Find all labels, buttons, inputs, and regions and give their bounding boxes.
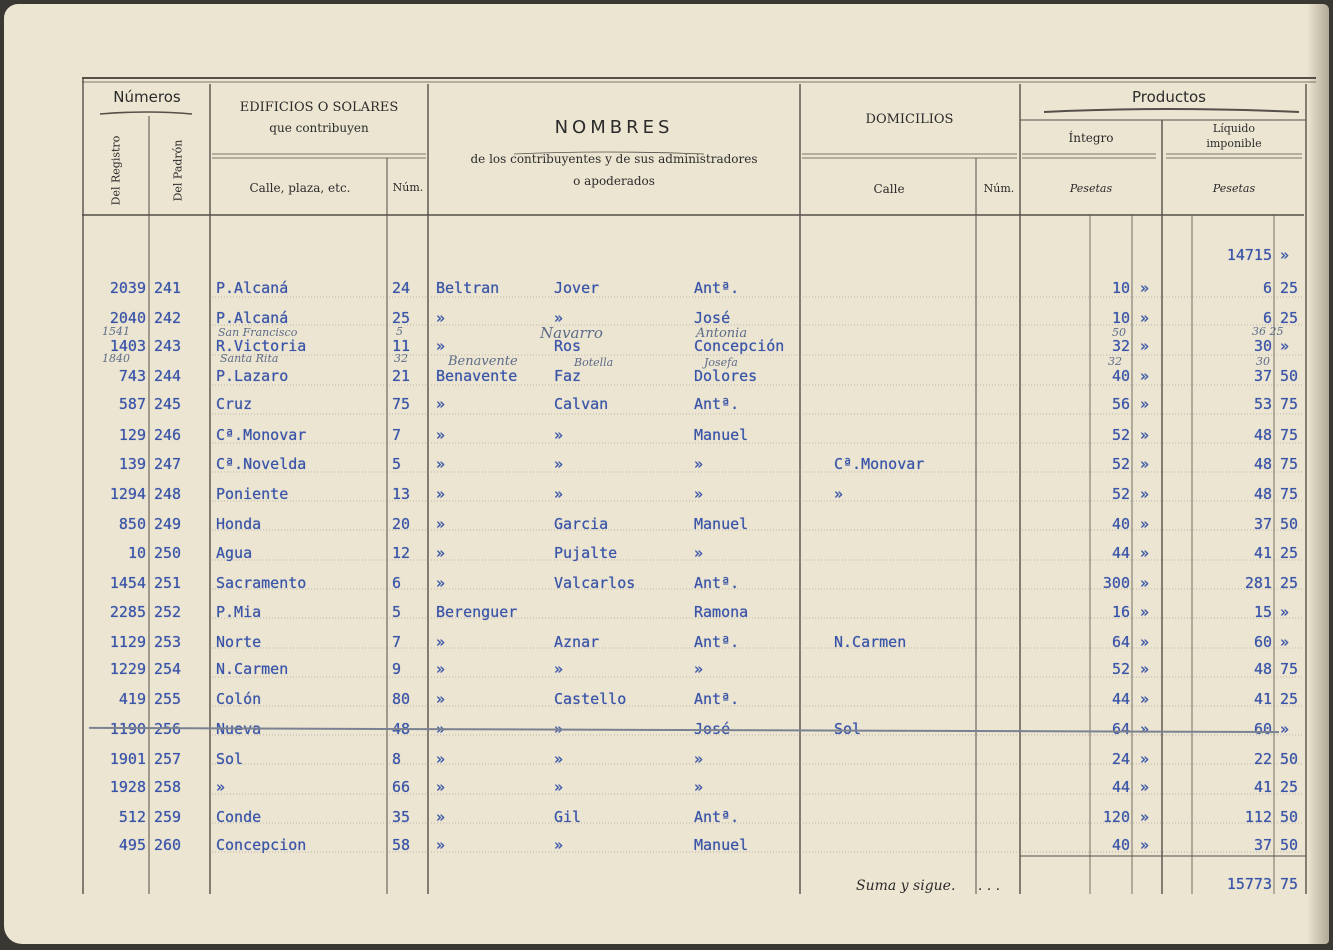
header-del-registro: Del Registro: [109, 135, 123, 206]
integro-pesetas: 44: [1111, 690, 1130, 708]
street-number: 75: [392, 395, 411, 413]
first-surname: »: [436, 395, 446, 413]
ledger-row: [4, 598, 1329, 626]
second-surname: Gil: [554, 808, 582, 826]
first-surname: »: [436, 836, 446, 854]
registro-number: 743: [118, 367, 146, 385]
street-number: 5: [392, 603, 402, 621]
integro-cents: »: [1140, 720, 1150, 738]
street-name: Honda: [216, 515, 262, 533]
first-surname: »: [436, 574, 446, 592]
total-pesetas: 15773: [1226, 875, 1272, 893]
second-surname: »: [554, 660, 564, 678]
registro-number: 2285: [109, 603, 146, 621]
liquido-cents: 25: [1280, 574, 1299, 592]
integro-pesetas: 32: [1111, 337, 1130, 355]
integro-cents: »: [1140, 309, 1150, 327]
padron-number: 246: [154, 426, 182, 444]
first-surname: »: [436, 720, 446, 738]
header-pesetas-integro: Pesetas: [1069, 182, 1113, 195]
integro-cents: »: [1140, 426, 1150, 444]
integro-cents: »: [1140, 395, 1150, 413]
padron-number: 260: [154, 836, 182, 854]
liquido-cents: »: [1280, 633, 1290, 651]
given-name: Dolores: [694, 367, 758, 385]
liquido-cents: »: [1280, 720, 1290, 738]
second-surname: »: [554, 485, 564, 503]
handwritten-note: 32: [1108, 355, 1122, 368]
integro-pesetas: 120: [1102, 808, 1130, 826]
padron-number: 254: [154, 660, 182, 678]
second-surname: »: [554, 309, 564, 327]
liquido-cents: 50: [1280, 367, 1299, 385]
registro-number: 129: [118, 426, 146, 444]
ledger-row: [4, 773, 1329, 801]
total-cents: 75: [1280, 875, 1299, 893]
given-name: Manuel: [694, 836, 749, 854]
integro-pesetas: 44: [1111, 544, 1130, 562]
integro-cents: »: [1140, 660, 1150, 678]
liquido-pesetas: 41: [1253, 690, 1272, 708]
street-number: 13: [392, 485, 411, 503]
header-edificios-sub: que contribuyen: [269, 121, 369, 135]
padron-number: 253: [154, 633, 182, 651]
padron-number: 241: [154, 279, 182, 297]
padron-number: 256: [154, 720, 182, 738]
registro-number: 1403: [109, 337, 146, 355]
street-number: 66: [392, 778, 411, 796]
given-name: Manuel: [694, 515, 749, 533]
handwritten-note: 36 25: [1252, 325, 1284, 338]
street-number: 25: [392, 309, 411, 327]
first-surname: »: [436, 485, 446, 503]
second-surname: »: [554, 750, 564, 768]
ledger-page: [4, 4, 1329, 944]
registro-number: 1294: [109, 485, 146, 503]
first-surname: »: [436, 778, 446, 796]
integro-cents: »: [1140, 485, 1150, 503]
registro-number: 1901: [109, 750, 146, 768]
street-number: 8: [392, 750, 402, 768]
handwritten-note: Benavente: [448, 354, 518, 369]
liquido-cents: 75: [1280, 426, 1299, 444]
street-name: P.Mia: [216, 603, 262, 621]
integro-cents: »: [1140, 515, 1150, 533]
liquido-cents: 25: [1280, 279, 1299, 297]
street-name: P.Alcaná: [216, 279, 289, 297]
padron-number: 244: [154, 367, 182, 385]
handwritten-note: Josefa: [704, 356, 738, 369]
header-nombres: NOMBRES: [554, 117, 674, 138]
liquido-pesetas: 37: [1253, 515, 1272, 533]
integro-cents: »: [1140, 603, 1150, 621]
header-numeros: Números: [113, 88, 181, 106]
liquido-cents: 25: [1280, 778, 1299, 796]
registro-number: 512: [118, 808, 146, 826]
registro-number: 1928: [109, 778, 146, 796]
integro-pesetas: 10: [1111, 279, 1130, 297]
given-name: Antª.: [694, 633, 740, 651]
first-surname: »: [436, 426, 446, 444]
given-name: »: [694, 544, 704, 562]
header-calle-plaza: Calle, plaza, etc.: [249, 181, 351, 195]
liquido-pesetas: 41: [1253, 778, 1272, 796]
integro-cents: »: [1140, 690, 1150, 708]
street-number: 21: [392, 367, 411, 385]
liquido-pesetas: 53: [1253, 395, 1272, 413]
suma-y-sigue-label: [856, 878, 1000, 894]
integro-pesetas: 16: [1111, 603, 1130, 621]
ledger-row: [4, 569, 1329, 597]
ledger-row: [4, 655, 1329, 683]
ledger-row: [4, 831, 1329, 859]
first-surname: »: [436, 690, 446, 708]
integro-cents: »: [1140, 337, 1150, 355]
street-name: Nueva: [216, 720, 262, 738]
padron-number: 243: [154, 337, 182, 355]
ledger-row: [4, 715, 1329, 743]
header-edificios: EDIFICIOS O SOLARES: [239, 100, 399, 115]
second-surname: Calvan: [554, 395, 609, 413]
liquido-pesetas: 60: [1253, 720, 1272, 738]
second-surname: Ros: [554, 337, 582, 355]
registro-number: 139: [118, 455, 146, 473]
given-name: Concepción: [694, 337, 785, 355]
header-productos: Productos: [1132, 88, 1206, 106]
given-name: José: [694, 720, 731, 738]
padron-number: 249: [154, 515, 182, 533]
street-number: 9: [392, 660, 402, 678]
domicile-street: Sol: [834, 720, 862, 738]
header-num2: Núm.: [983, 182, 1015, 195]
ledger-row: [4, 539, 1329, 567]
liquido-cents: 50: [1280, 515, 1299, 533]
ledger-row: [4, 685, 1329, 713]
ledger-row: [4, 304, 1329, 332]
liquido-cents: »: [1280, 603, 1290, 621]
integro-cents: »: [1140, 778, 1150, 796]
liquido-pesetas: 37: [1253, 367, 1272, 385]
street-number: 11: [392, 337, 411, 355]
street-number: 7: [392, 426, 402, 444]
liquido-cents: 75: [1280, 485, 1299, 503]
second-surname: »: [554, 778, 564, 796]
street-number: 20: [392, 515, 411, 533]
street-name: Sacramento: [216, 574, 307, 592]
padron-number: 252: [154, 603, 182, 621]
ledger-row: [4, 628, 1329, 656]
header-liquido: Líquido: [1212, 122, 1256, 135]
given-name: Antª.: [694, 574, 740, 592]
handwritten-note: Santa Rita: [220, 352, 279, 365]
registro-number: 1190: [109, 720, 146, 738]
second-surname: »: [554, 836, 564, 854]
header-imponible: imponible: [1206, 137, 1262, 150]
liquido-cents: 75: [1280, 455, 1299, 473]
padron-number: 257: [154, 750, 182, 768]
integro-pesetas: 52: [1111, 660, 1130, 678]
integro-cents: »: [1140, 367, 1150, 385]
liquido-pesetas: 6: [1262, 309, 1272, 327]
first-surname: »: [436, 337, 446, 355]
street-name: Colón: [216, 690, 262, 708]
liquido-cents: 25: [1280, 544, 1299, 562]
integro-cents: »: [1140, 455, 1150, 473]
liquido-pesetas: 60: [1253, 633, 1272, 651]
integro-pesetas: 52: [1111, 455, 1130, 473]
padron-number: 255: [154, 690, 182, 708]
ledger-row: [4, 332, 1329, 360]
liquido-pesetas: 30: [1253, 337, 1272, 355]
integro-cents: »: [1140, 279, 1150, 297]
liquido-cents: 50: [1280, 808, 1299, 826]
second-surname: Castello: [554, 690, 627, 708]
handwritten-note: San Francisco: [218, 326, 298, 339]
header-pesetas-liquido: Pesetas: [1212, 182, 1256, 195]
second-surname: Aznar: [554, 633, 600, 651]
registro-number: 10: [127, 544, 146, 562]
first-surname: Berenguer: [436, 603, 518, 621]
street-number: 35: [392, 808, 411, 826]
street-name: Concepcion: [216, 836, 307, 854]
street-name: Agua: [216, 544, 253, 562]
liquido-pesetas: 15: [1253, 603, 1272, 621]
second-surname: Garcia: [554, 515, 609, 533]
header-domicilios: DOMICILIOS: [865, 112, 954, 127]
integro-cents: »: [1140, 836, 1150, 854]
integro-pesetas: 300: [1102, 574, 1130, 592]
liquido-cents: »: [1280, 337, 1290, 355]
street-name: R.Victoria: [216, 337, 307, 355]
liquido-pesetas: 112: [1244, 808, 1272, 826]
integro-pesetas: 56: [1111, 395, 1130, 413]
liquido-pesetas: 22: [1253, 750, 1272, 768]
suma-y-sigue-dots: . . .: [977, 878, 1001, 894]
registro-number: 587: [118, 395, 146, 413]
second-surname: »: [554, 426, 564, 444]
registro-number: 495: [118, 836, 146, 854]
domicile-street: Cª.Monovar: [834, 455, 925, 473]
integro-cents: »: [1140, 633, 1150, 651]
street-name: P.Alcaná: [216, 309, 289, 327]
given-name: Antª.: [694, 279, 740, 297]
integro-cents: »: [1140, 808, 1150, 826]
carry-over-cents: »: [1280, 246, 1290, 264]
padron-number: 258: [154, 778, 182, 796]
liquido-pesetas: 48: [1253, 660, 1272, 678]
ledger-row: [4, 450, 1329, 478]
ledger-row: [4, 421, 1329, 449]
liquido-cents: 75: [1280, 660, 1299, 678]
street-name: Norte: [216, 633, 262, 651]
street-name: »: [216, 778, 226, 796]
given-name: »: [694, 750, 704, 768]
integro-pesetas: 64: [1111, 633, 1130, 651]
second-surname: Pujalte: [554, 544, 618, 562]
registro-number: 419: [118, 690, 146, 708]
first-surname: »: [436, 808, 446, 826]
header-calle: Calle: [873, 182, 905, 196]
header-del-padron: Del Padrón: [171, 139, 185, 202]
given-name: Antª.: [694, 808, 740, 826]
liquido-pesetas: 41: [1253, 544, 1272, 562]
handwritten-note: 30: [1256, 355, 1270, 368]
given-name: Ramona: [694, 603, 749, 621]
given-name: »: [694, 485, 704, 503]
street-name: Cª.Monovar: [216, 426, 307, 444]
street-name: P.Lazaro: [216, 367, 289, 385]
street-number: 58: [392, 836, 411, 854]
handwritten-note: Botella: [574, 356, 614, 369]
handwritten-note: Antonia: [696, 326, 748, 341]
first-surname: »: [436, 633, 446, 651]
first-surname: »: [436, 750, 446, 768]
ledger-row: [4, 745, 1329, 773]
first-surname: Beltran: [436, 279, 500, 297]
handwritten-note: 5: [396, 325, 403, 338]
suma-y-sigue-text: Suma y sigue.: [856, 878, 956, 894]
integro-cents: »: [1140, 574, 1150, 592]
padron-number: 259: [154, 808, 182, 826]
integro-pesetas: 52: [1111, 485, 1130, 503]
street-number: 7: [392, 633, 402, 651]
street-name: Sol: [216, 750, 244, 768]
padron-number: 242: [154, 309, 182, 327]
second-surname: Jover: [554, 279, 600, 297]
first-surname: »: [436, 660, 446, 678]
registro-number: 1129: [109, 633, 146, 651]
liquido-pesetas: 48: [1253, 426, 1272, 444]
padron-number: 251: [154, 574, 182, 592]
second-surname: »: [554, 455, 564, 473]
street-number: 48: [392, 720, 411, 738]
street-number: 6: [392, 574, 402, 592]
registro-number: 850: [118, 515, 146, 533]
integro-cents: »: [1140, 750, 1150, 768]
integro-pesetas: 40: [1111, 367, 1130, 385]
domicile-street: »: [834, 485, 844, 503]
handwritten-note: 1840: [102, 352, 130, 365]
liquido-cents: 75: [1280, 395, 1299, 413]
registro-number: 2039: [109, 279, 146, 297]
padron-number: 247: [154, 455, 182, 473]
given-name: »: [694, 660, 704, 678]
padron-number: 245: [154, 395, 182, 413]
first-surname: Benavente: [436, 367, 518, 385]
ledger-row: [4, 480, 1329, 508]
first-surname: »: [436, 309, 446, 327]
integro-pesetas: 10: [1111, 309, 1130, 327]
header-integro: Íntegro: [1068, 131, 1114, 145]
carry-over-pesetas: 14715: [1226, 246, 1272, 264]
handwritten-note: 32: [394, 352, 408, 365]
street-name: Conde: [216, 808, 262, 826]
handwritten-note: 50: [1112, 326, 1126, 339]
liquido-pesetas: 281: [1244, 574, 1272, 592]
handwritten-note: Navarro: [540, 324, 603, 342]
given-name: Manuel: [694, 426, 749, 444]
header-nombres-sub: de los contribuyentes y de sus administradores: [470, 152, 758, 166]
handwritten-note: 1541: [102, 325, 130, 338]
ledger-row: [4, 274, 1329, 302]
padron-number: 250: [154, 544, 182, 562]
given-name: Antª.: [694, 395, 740, 413]
header-nombres-sub2: o apoderados: [573, 174, 655, 188]
ledger-row: [4, 362, 1329, 390]
ledger-row: [4, 390, 1329, 418]
liquido-pesetas: 6: [1262, 279, 1272, 297]
integro-pesetas: 52: [1111, 426, 1130, 444]
given-name: »: [694, 778, 704, 796]
registro-number: 2040: [109, 309, 146, 327]
second-surname: »: [554, 720, 564, 738]
ledger-row: [4, 510, 1329, 538]
padron-number: 248: [154, 485, 182, 503]
street-name: Cª.Novelda: [216, 455, 307, 473]
integro-pesetas: 24: [1111, 750, 1130, 768]
given-name: José: [694, 309, 731, 327]
liquido-cents: 25: [1280, 690, 1299, 708]
liquido-pesetas: 48: [1253, 485, 1272, 503]
liquido-pesetas: 48: [1253, 455, 1272, 473]
street-name: Cruz: [216, 395, 253, 413]
second-surname: Faz: [554, 367, 582, 385]
first-surname: »: [436, 515, 446, 533]
street-name: N.Carmen: [216, 660, 289, 678]
liquido-pesetas: 37: [1253, 836, 1272, 854]
ledger-row: [4, 803, 1329, 831]
street-number: 5: [392, 455, 402, 473]
integro-pesetas: 40: [1111, 515, 1130, 533]
street-number: 12: [392, 544, 411, 562]
street-number: 24: [392, 279, 411, 297]
first-surname: »: [436, 544, 446, 562]
street-name: Poniente: [216, 485, 289, 503]
liquido-cents: 25: [1280, 309, 1299, 327]
header-num: Núm.: [392, 181, 424, 194]
given-name: Antª.: [694, 690, 740, 708]
first-surname: »: [436, 455, 446, 473]
integro-pesetas: 64: [1111, 720, 1130, 738]
second-surname: Valcarlos: [554, 574, 636, 592]
domicile-street: N.Carmen: [834, 633, 907, 651]
registro-number: 1229: [109, 660, 146, 678]
integro-cents: »: [1140, 544, 1150, 562]
liquido-cents: 50: [1280, 750, 1299, 768]
integro-pesetas: 44: [1111, 778, 1130, 796]
integro-pesetas: 40: [1111, 836, 1130, 854]
given-name: »: [694, 455, 704, 473]
liquido-cents: 50: [1280, 836, 1299, 854]
street-number: 80: [392, 690, 411, 708]
registro-number: 1454: [109, 574, 146, 592]
